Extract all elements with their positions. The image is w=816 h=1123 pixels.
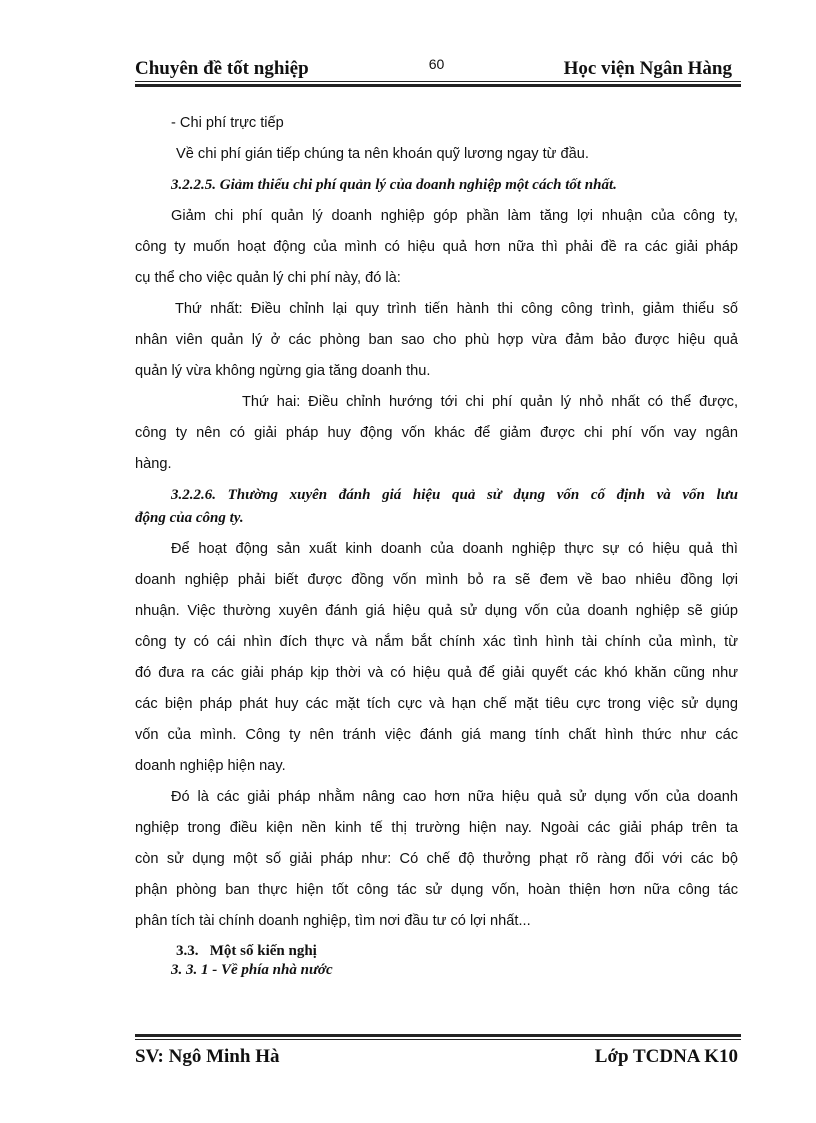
body-line: Thứ nhất: Điều chỉnh lại quy trình tiến hành thi công công trình, giảm thiểu số [175, 301, 738, 317]
body-line: công ty nên có giải pháp huy động vốn khác để giảm được chi phí vốn vay ngân [135, 425, 738, 441]
header-document-type: Chuyên đề tốt nghiệp [135, 58, 309, 79]
body-line: vốn của mình. Công ty nên tránh việc đánh giá mang tính chất hình thức như các [135, 727, 738, 743]
body-line: Đó là các giải pháp nhằm nâng cao hơn nữa hiệu quả sử dụng vốn của doanh [171, 789, 738, 805]
body-line: quản lý vừa không ngừng gia tăng doanh thu. [135, 363, 431, 379]
section-heading-3-3-1: 3. 3. 1 - Về phía nhà nước [171, 962, 333, 978]
body-line: hàng. [135, 456, 172, 472]
body-line: doanh nghiệp hiện nay. [135, 758, 286, 774]
body-line: còn sử dụng một số giải pháp như: Có chế độ thưởng phạt rõ ràng đối với các bộ [135, 851, 738, 867]
body-line: doanh nghiệp phải biết được đồng vốn mình bỏ ra sẽ đem về bao nhiêu đồng lợi [135, 572, 738, 588]
body-line: đó đưa ra các giải pháp kịp thời và có hiệu quả để giải quyết các khó khăn cũng như [135, 665, 738, 681]
body-line: cụ thể cho việc quản lý chi phí này, đó là: [135, 270, 401, 286]
page-number: 60 [428, 56, 445, 72]
body-line: - Chi phí trực tiếp [171, 115, 284, 131]
body-line: công ty có cái nhìn đích thực và nắm bắt chính xác tình hình tài chính của mình, từ [135, 634, 738, 650]
body-line: công ty muốn hoạt động của mình có hiệu quả hơn nữa thì phải đề ra các giải pháp [135, 239, 738, 255]
page-footer [135, 1046, 738, 1072]
body-line: nhuận. Việc thường xuyên đánh giá hiệu quả sử dụng vốn của doanh nghiệp sẽ giúp [135, 603, 738, 619]
body-line: Để hoạt động sản xuất kinh doanh của doanh nghiệp thực sự có hiệu quả thì [171, 541, 738, 557]
body-line: nhân viên quản lý ở các phòng ban sao cho phù hợp vừa đảm bảo được hiệu quả [135, 332, 738, 348]
footer-rule-thick [135, 1034, 741, 1037]
section-heading-3-3: 3.3. Một số kiến nghị [176, 943, 317, 959]
footer-class: Lớp TCDNA K10 [594, 1046, 738, 1067]
body-line: Giảm chi phí quản lý doanh nghiệp góp phần làm tăng lợi nhuận của công ty, [171, 208, 738, 224]
header-rule-thin [135, 81, 741, 82]
footer-student-name: SV: Ngô Minh Hà [135, 1046, 280, 1067]
section-heading-3-2-2-6-cont: động của công ty. [135, 510, 244, 526]
header-institution: Học viện Ngân Hàng [563, 58, 732, 79]
body-line: Về chi phí gián tiếp chúng ta nên khoán quỹ lương ngay từ đầu. [176, 146, 589, 162]
section-heading-3-2-2-6: 3.2.2.6. Thường xuyên đánh giá hiệu quả sử dụng vốn cố định và vốn lưu [171, 487, 738, 503]
body-line: phân tích tài chính doanh nghiệp, tìm nơi đầu tư có lợi nhất... [135, 913, 531, 929]
body-line: các biện pháp phát huy các mặt tích cực và hạn chế mặt tiêu cực trong việc sử dụng [135, 696, 738, 712]
footer-rule-thin [135, 1039, 741, 1040]
body-line: phận phòng ban thực hiện tốt công tác sử dụng vốn, hoàn thiện hơn nữa công tác [135, 882, 738, 898]
body-line: Thứ hai: Điều chỉnh hướng tới chi phí quản lý nhỏ nhất có thể được, [242, 394, 738, 410]
section-heading-3-2-2-5: 3.2.2.5. Giảm thiểu chi phí quản lý của doanh nghiệp một cách tốt nhất. [171, 177, 617, 193]
body-line: nghiệp trong điều kiện nền kinh tế thị trường hiện nay. Ngoài các giải pháp trên ta [135, 820, 738, 836]
header-rule-thick [135, 84, 741, 87]
page-header [135, 56, 738, 82]
